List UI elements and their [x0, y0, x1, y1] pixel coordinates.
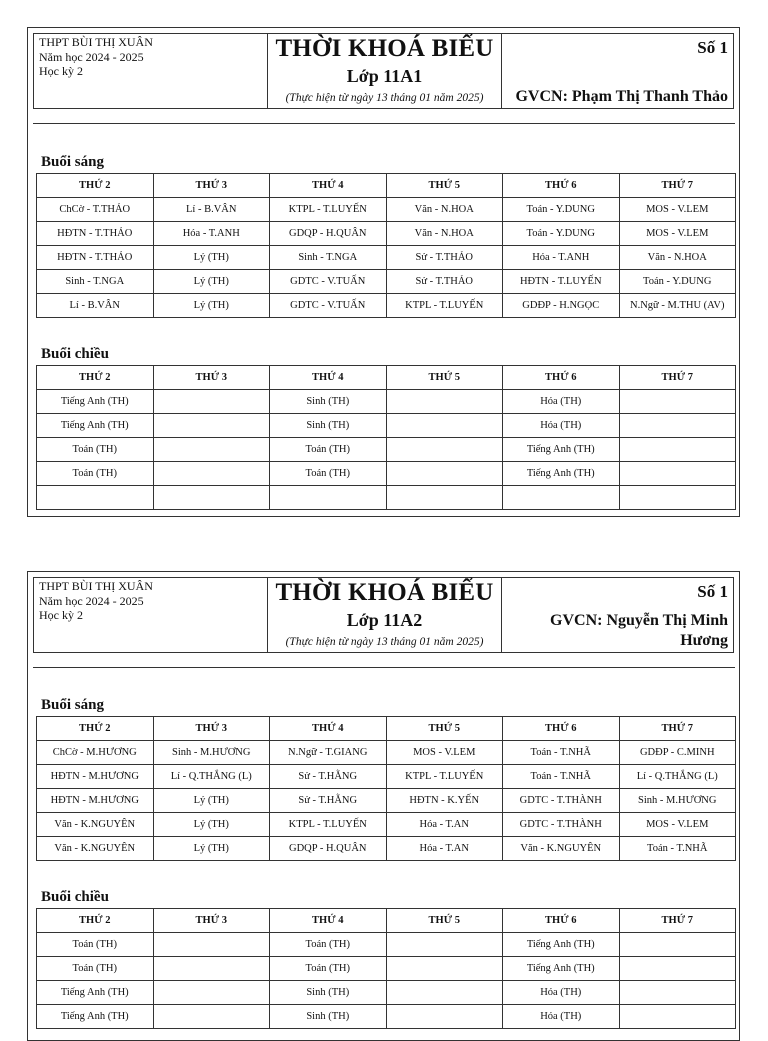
lesson-cell: Toán (TH)	[37, 438, 154, 462]
homeroom-teacher: GVCN: Phạm Thị Thanh Thảo	[515, 88, 728, 105]
lesson-cell	[503, 486, 620, 510]
lesson-cell: GDĐP - H.NGỌC	[503, 294, 620, 318]
session-label-morning: Buổi sáng	[41, 154, 104, 170]
sheet-number: Số 1	[697, 38, 728, 57]
afternoon-schedule-table	[36, 908, 736, 1029]
lesson-cell: Sử - T.HẰNG	[270, 765, 387, 789]
lesson-cell: Hóa (TH)	[503, 981, 620, 1005]
lesson-cell	[153, 390, 270, 414]
table-row	[37, 294, 736, 318]
table-row	[37, 765, 736, 789]
lesson-cell: MOS - V.LEM	[619, 222, 736, 246]
lesson-cell: Sử - T.HẰNG	[270, 789, 387, 813]
day-column-header: THỨ 6	[503, 366, 620, 390]
divider	[33, 667, 735, 668]
lesson-cell: MOS - V.LEM	[386, 741, 503, 765]
lesson-cell: HĐTN - T.THẢO	[37, 222, 154, 246]
lesson-cell: GDTC - T.THÀNH	[503, 789, 620, 813]
lesson-cell: Sinh (TH)	[270, 414, 387, 438]
lesson-cell	[619, 1005, 736, 1029]
lesson-cell	[153, 486, 270, 510]
lesson-cell	[153, 1005, 270, 1029]
day-column-header: THỨ 6	[503, 909, 620, 933]
table-header-row	[37, 366, 736, 390]
lesson-cell	[386, 438, 503, 462]
lesson-cell: Toán - T.NHÃ	[619, 837, 736, 861]
lesson-cell	[153, 438, 270, 462]
semester: Học kỳ 2	[39, 64, 83, 78]
lesson-cell: Tiếng Anh (TH)	[503, 933, 620, 957]
lesson-cell	[386, 957, 503, 981]
effective-date: (Thực hiện từ ngày 13 tháng 01 năm 2025)	[285, 92, 484, 104]
lesson-cell: Lý (TH)	[153, 789, 270, 813]
lesson-cell: Hóa - T.ANH	[153, 222, 270, 246]
day-column-header: THỨ 2	[37, 909, 154, 933]
lesson-cell: Toán (TH)	[37, 462, 154, 486]
lesson-cell: Toán - T.NHÃ	[503, 741, 620, 765]
school-name: THPT BÙI THỊ XUÂN	[39, 35, 153, 49]
lesson-cell: Văn - N.HOA	[386, 222, 503, 246]
day-column-header: THỨ 6	[503, 174, 620, 198]
lesson-cell	[386, 1005, 503, 1029]
session-label-morning: Buổi sáng	[41, 697, 104, 713]
semester: Học kỳ 2	[39, 608, 83, 622]
lesson-cell: N.Ngữ - M.THU (AV)	[619, 294, 736, 318]
lesson-cell: HĐTN - M.HƯƠNG	[37, 765, 154, 789]
lesson-cell: Lý (TH)	[153, 294, 270, 318]
table-row	[37, 789, 736, 813]
lesson-cell	[153, 414, 270, 438]
afternoon-schedule-table	[36, 365, 736, 510]
table-row	[37, 246, 736, 270]
day-column-header: THỨ 3	[153, 717, 270, 741]
lesson-cell	[386, 486, 503, 510]
day-column-header: THỨ 2	[37, 174, 154, 198]
lesson-cell	[386, 933, 503, 957]
lesson-cell: Tiếng Anh (TH)	[503, 462, 620, 486]
table-row	[37, 981, 736, 1005]
lesson-cell: Lý (TH)	[153, 270, 270, 294]
table-row	[37, 957, 736, 981]
lesson-cell: Tiếng Anh (TH)	[37, 981, 154, 1005]
day-column-header: THỨ 3	[153, 366, 270, 390]
lesson-cell: Toán (TH)	[270, 957, 387, 981]
lesson-cell: Sinh - M.HƯƠNG	[619, 789, 736, 813]
homeroom-teacher: GVCN: Nguyễn Thị Minh Hương	[550, 612, 728, 649]
lesson-cell: Toán (TH)	[37, 957, 154, 981]
lesson-cell: KTPL - T.LUYẾN	[270, 813, 387, 837]
timetable-sheet-11a1	[27, 27, 740, 517]
day-column-header: THỨ 2	[37, 717, 154, 741]
lesson-cell: HĐTN - M.HƯƠNG	[37, 789, 154, 813]
title-block	[268, 34, 502, 108]
table-header-row	[37, 909, 736, 933]
lesson-cell: Văn - K.NGUYÊN	[503, 837, 620, 861]
page-title: THỜI KHOÁ BIỂU	[275, 35, 494, 62]
table-row	[37, 198, 736, 222]
lesson-cell: Lí - B.VÂN	[37, 294, 154, 318]
lesson-cell	[153, 933, 270, 957]
lesson-cell: HĐTN - K.YẾN	[386, 789, 503, 813]
lesson-cell: HĐTN - T.LUYẾN	[503, 270, 620, 294]
lesson-cell: ChCờ - T.THẢO	[37, 198, 154, 222]
lesson-cell: Lí - Q.THẮNG (L)	[619, 765, 736, 789]
lesson-cell: Sử - T.THẢO	[386, 246, 503, 270]
lesson-cell	[386, 981, 503, 1005]
lesson-cell: Văn - N.HOA	[619, 246, 736, 270]
lesson-cell	[619, 462, 736, 486]
lesson-cell	[619, 981, 736, 1005]
lesson-cell	[37, 486, 154, 510]
table-row	[37, 462, 736, 486]
lesson-cell	[386, 414, 503, 438]
lesson-cell	[153, 981, 270, 1005]
lesson-cell: N.Ngữ - T.GIANG	[270, 741, 387, 765]
lesson-cell: Tiếng Anh (TH)	[37, 390, 154, 414]
lesson-cell: Sinh - T.NGA	[270, 246, 387, 270]
lesson-cell: Hóa - T.ANH	[503, 246, 620, 270]
session-label-afternoon: Buổi chiều	[41, 346, 109, 362]
day-column-header: THỨ 7	[619, 909, 736, 933]
lesson-cell: Tiếng Anh (TH)	[37, 414, 154, 438]
lesson-cell: Toán (TH)	[270, 933, 387, 957]
lesson-cell: Sinh (TH)	[270, 1005, 387, 1029]
lesson-cell: Lí - B.VÂN	[153, 198, 270, 222]
lesson-cell: HĐTN - T.THẢO	[37, 246, 154, 270]
lesson-cell: KTPL - T.LUYẾN	[386, 294, 503, 318]
lesson-cell: Tiếng Anh (TH)	[503, 438, 620, 462]
sheet-number: Số 1	[697, 582, 728, 601]
lesson-cell: ChCờ - M.HƯƠNG	[37, 741, 154, 765]
lesson-cell: Tiếng Anh (TH)	[503, 957, 620, 981]
table-row	[37, 390, 736, 414]
lesson-cell: Tiếng Anh (TH)	[37, 1005, 154, 1029]
lesson-cell	[153, 462, 270, 486]
day-column-header: THỨ 4	[270, 909, 387, 933]
lesson-cell: Lý (TH)	[153, 813, 270, 837]
table-row	[37, 837, 736, 861]
lesson-cell: Lý (TH)	[153, 837, 270, 861]
lesson-cell: GDĐP - C.MINH	[619, 741, 736, 765]
lesson-cell: GDQP - H.QUÂN	[270, 837, 387, 861]
lesson-cell: Hóa (TH)	[503, 1005, 620, 1029]
sheet-header	[33, 577, 734, 653]
effective-date: (Thực hiện từ ngày 13 tháng 01 năm 2025)	[285, 636, 484, 648]
day-column-header: THỨ 5	[386, 909, 503, 933]
day-column-header: THỨ 5	[386, 366, 503, 390]
day-column-header: THỨ 7	[619, 174, 736, 198]
table-row	[37, 438, 736, 462]
lesson-cell	[619, 486, 736, 510]
table-row	[37, 414, 736, 438]
class-name: Lớp 11A1	[346, 66, 423, 86]
lesson-cell: Toán - Y.DUNG	[619, 270, 736, 294]
lesson-cell: Toán - Y.DUNG	[503, 222, 620, 246]
school-year: Năm học 2024 - 2025	[39, 49, 144, 64]
day-column-header: THỨ 3	[153, 174, 270, 198]
day-column-header: THỨ 5	[386, 717, 503, 741]
table-row	[37, 270, 736, 294]
day-column-header: THỨ 5	[386, 174, 503, 198]
lesson-cell: GDTC - V.TUẤN	[270, 270, 387, 294]
lesson-cell	[619, 933, 736, 957]
title-block	[268, 578, 502, 652]
lesson-cell	[270, 486, 387, 510]
day-column-header: THỨ 2	[37, 366, 154, 390]
teacher-block	[502, 578, 733, 652]
lesson-cell: Sử - T.THẢO	[386, 270, 503, 294]
day-column-header: THỨ 4	[270, 174, 387, 198]
lesson-cell: Lí - Q.THẮNG (L)	[153, 765, 270, 789]
school-info	[34, 34, 268, 108]
lesson-cell: Hóa - T.AN	[386, 837, 503, 861]
page-title: THỜI KHOÁ BIỂU	[275, 579, 494, 606]
lesson-cell: Sinh - T.NGA	[37, 270, 154, 294]
lesson-cell: Sinh (TH)	[270, 390, 387, 414]
table-row	[37, 813, 736, 837]
lesson-cell: GDQP - H.QUÂN	[270, 222, 387, 246]
teacher-block	[502, 34, 733, 108]
table-row	[37, 1005, 736, 1029]
lesson-cell	[386, 390, 503, 414]
lesson-cell: KTPL - T.LUYẾN	[386, 765, 503, 789]
morning-schedule-table	[36, 716, 736, 861]
school-year: Năm học 2024 - 2025	[39, 593, 144, 608]
day-column-header: THỨ 4	[270, 717, 387, 741]
school-info	[34, 578, 268, 652]
lesson-cell: Lý (TH)	[153, 246, 270, 270]
divider	[33, 123, 735, 124]
lesson-cell: Hóa (TH)	[503, 414, 620, 438]
lesson-cell: Văn - K.NGUYÊN	[37, 837, 154, 861]
lesson-cell: Toán (TH)	[37, 933, 154, 957]
lesson-cell: KTPL - T.LUYẾN	[270, 198, 387, 222]
lesson-cell: MOS - V.LEM	[619, 198, 736, 222]
day-column-header: THỨ 7	[619, 366, 736, 390]
day-column-header: THỨ 7	[619, 717, 736, 741]
table-row	[37, 933, 736, 957]
lesson-cell	[153, 957, 270, 981]
lesson-cell: Toán (TH)	[270, 462, 387, 486]
table-header-row	[37, 174, 736, 198]
school-name: THPT BÙI THỊ XUÂN	[39, 579, 153, 593]
table-row	[37, 222, 736, 246]
timetable-sheet-11a2	[27, 571, 740, 1041]
lesson-cell: Hóa (TH)	[503, 390, 620, 414]
sheet-header	[33, 33, 734, 109]
table-row	[37, 741, 736, 765]
lesson-cell: Sinh - M.HƯƠNG	[153, 741, 270, 765]
class-name: Lớp 11A2	[346, 610, 423, 630]
session-label-afternoon: Buổi chiều	[41, 889, 109, 905]
day-column-header: THỨ 4	[270, 366, 387, 390]
day-column-header: THỨ 6	[503, 717, 620, 741]
lesson-cell: MOS - V.LEM	[619, 813, 736, 837]
lesson-cell	[619, 438, 736, 462]
table-header-row	[37, 717, 736, 741]
lesson-cell: Toán - T.NHÃ	[503, 765, 620, 789]
table-row	[37, 486, 736, 510]
lesson-cell	[619, 390, 736, 414]
lesson-cell: GDTC - T.THÀNH	[503, 813, 620, 837]
morning-schedule-table	[36, 173, 736, 318]
lesson-cell	[386, 462, 503, 486]
lesson-cell	[619, 414, 736, 438]
lesson-cell: Hóa - T.AN	[386, 813, 503, 837]
day-column-header: THỨ 3	[153, 909, 270, 933]
lesson-cell: Sinh (TH)	[270, 981, 387, 1005]
lesson-cell: Văn - K.NGUYÊN	[37, 813, 154, 837]
lesson-cell: Toán - Y.DUNG	[503, 198, 620, 222]
lesson-cell	[619, 957, 736, 981]
lesson-cell: Toán (TH)	[270, 438, 387, 462]
lesson-cell: GDTC - V.TUẤN	[270, 294, 387, 318]
lesson-cell: Văn - N.HOA	[386, 198, 503, 222]
